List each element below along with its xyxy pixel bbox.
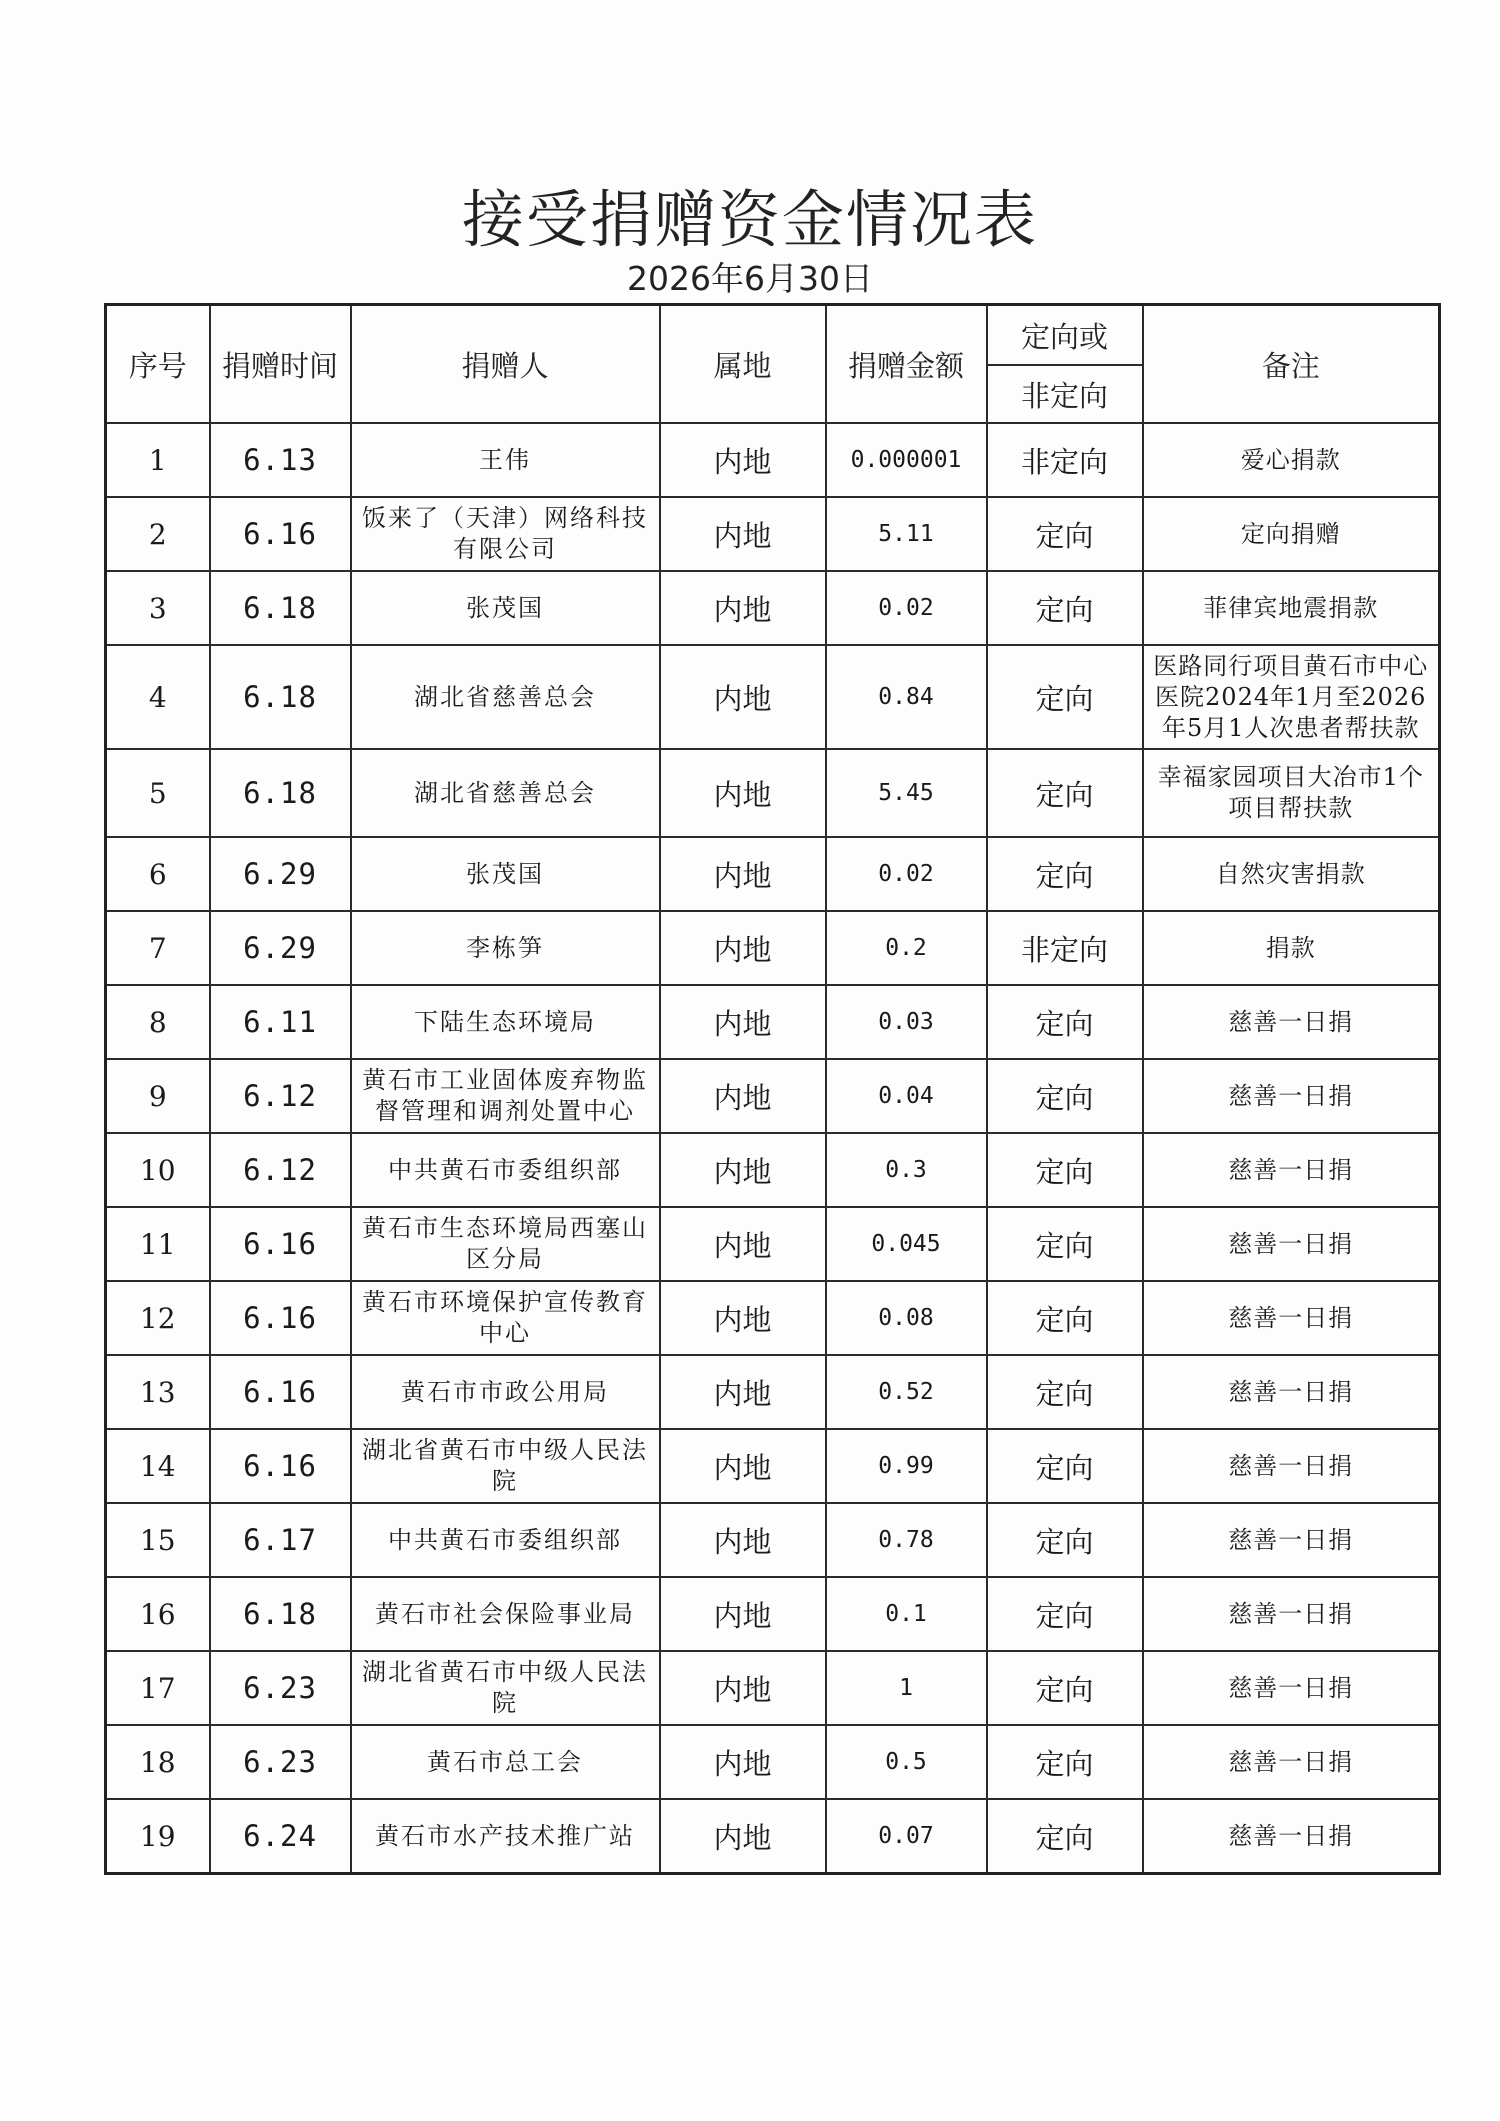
row-donor: 湖北省慈善总会 [351,749,660,837]
row-donor: 黄石市社会保险事业局 [351,1577,660,1651]
row-donor: 黄石市环境保护宣传教育中心 [351,1281,660,1355]
row-note: 慈善一日捐 [1143,985,1440,1059]
row-note: 慈善一日捐 [1143,1799,1440,1874]
table-row [106,497,1440,571]
row-seq: 17 [106,1651,210,1725]
row-region: 内地 [660,985,826,1059]
donation-table [104,303,1441,1875]
row-date: 6.16 [210,497,351,571]
row-note: 定向捐赠 [1143,497,1440,571]
row-region: 内地 [660,749,826,837]
row-note: 慈善一日捐 [1143,1207,1440,1281]
header-amount: 捐赠金额 [826,305,987,424]
row-note: 慈善一日捐 [1143,1133,1440,1207]
row-region: 内地 [660,1207,826,1281]
row-amount: 0.08 [826,1281,987,1355]
row-amount: 0.5 [826,1725,987,1799]
row-date: 6.16 [210,1207,351,1281]
row-type: 定向 [987,749,1143,837]
row-seq: 8 [106,985,210,1059]
row-seq: 5 [106,749,210,837]
table-row [106,1651,1440,1725]
row-seq: 15 [106,1503,210,1577]
row-note: 慈善一日捐 [1143,1725,1440,1799]
header-type-top: 定向或 [987,305,1143,366]
row-type: 定向 [987,1133,1143,1207]
row-note: 捐款 [1143,911,1440,985]
row-amount: 0.03 [826,985,987,1059]
row-note: 慈善一日捐 [1143,1503,1440,1577]
row-type: 定向 [987,497,1143,571]
row-type: 定向 [987,571,1143,645]
table-row [106,1059,1440,1133]
row-seq: 3 [106,571,210,645]
row-note: 菲律宾地震捐款 [1143,571,1440,645]
row-amount: 0.07 [826,1799,987,1874]
row-amount: 0.3 [826,1133,987,1207]
row-date: 6.23 [210,1725,351,1799]
row-donor: 黄石市总工会 [351,1725,660,1799]
row-note: 爱心捐款 [1143,423,1440,497]
row-donor: 李栋笋 [351,911,660,985]
row-note: 幸福家园项目大冶市1个项目帮扶款 [1143,749,1440,837]
row-amount: 0.02 [826,571,987,645]
row-donor: 王伟 [351,423,660,497]
row-date: 6.11 [210,985,351,1059]
row-seq: 2 [106,497,210,571]
row-seq: 12 [106,1281,210,1355]
row-date: 6.16 [210,1355,351,1429]
row-type: 非定向 [987,423,1143,497]
row-note: 慈善一日捐 [1143,1429,1440,1503]
page-title: 接受捐赠资金情况表 [461,183,1038,256]
row-type: 定向 [987,1651,1143,1725]
row-region: 内地 [660,497,826,571]
row-region: 内地 [660,1429,826,1503]
row-amount: 0.78 [826,1503,987,1577]
header-region: 属地 [660,305,826,424]
header-date: 捐赠时间 [210,305,351,424]
row-seq: 11 [106,1207,210,1281]
row-donor: 中共黄石市委组织部 [351,1133,660,1207]
row-date: 6.16 [210,1281,351,1355]
row-donor: 下陆生态环境局 [351,985,660,1059]
row-region: 内地 [660,423,826,497]
row-region: 内地 [660,837,826,911]
row-seq: 4 [106,645,210,749]
row-donor: 黄石市生态环境局西塞山区分局 [351,1207,660,1281]
row-amount: 0.000001 [826,423,987,497]
row-donor: 张茂国 [351,837,660,911]
row-type: 定向 [987,1281,1143,1355]
row-date: 6.12 [210,1133,351,1207]
row-amount: 0.04 [826,1059,987,1133]
table-row [106,1207,1440,1281]
row-type: 定向 [987,1429,1143,1503]
row-seq: 18 [106,1725,210,1799]
row-region: 内地 [660,571,826,645]
row-region: 内地 [660,1281,826,1355]
row-note: 慈善一日捐 [1143,1577,1440,1651]
table-row [106,749,1440,837]
row-seq: 7 [106,911,210,985]
row-region: 内地 [660,1503,826,1577]
table-row [106,1133,1440,1207]
row-note: 慈善一日捐 [1143,1355,1440,1429]
row-amount: 1 [826,1651,987,1725]
header-donor: 捐赠人 [351,305,660,424]
table-row [106,571,1440,645]
header-row [106,305,1440,366]
row-date: 6.13 [210,423,351,497]
row-seq: 14 [106,1429,210,1503]
row-type: 定向 [987,1577,1143,1651]
row-date: 6.12 [210,1059,351,1133]
row-amount: 0.045 [826,1207,987,1281]
row-note: 自然灾害捐款 [1143,837,1440,911]
row-date: 6.18 [210,1577,351,1651]
row-type: 定向 [987,1725,1143,1799]
row-date: 6.18 [210,749,351,837]
row-amount: 0.1 [826,1577,987,1651]
row-note: 慈善一日捐 [1143,1281,1440,1355]
row-donor: 中共黄石市委组织部 [351,1503,660,1577]
row-seq: 1 [106,423,210,497]
header-type-bottom: 非定向 [987,365,1143,423]
header-seq: 序号 [106,305,210,424]
row-type: 定向 [987,645,1143,749]
row-donor: 饭来了（天津）网络科技有限公司 [351,497,660,571]
row-region: 内地 [660,911,826,985]
row-date: 6.17 [210,1503,351,1577]
table-row [106,423,1440,497]
table-row [106,1355,1440,1429]
row-type: 定向 [987,1503,1143,1577]
table-row [106,985,1440,1059]
row-seq: 19 [106,1799,210,1874]
row-seq: 6 [106,837,210,911]
row-region: 内地 [660,1725,826,1799]
table-row [106,1799,1440,1874]
row-date: 6.23 [210,1651,351,1725]
row-amount: 5.45 [826,749,987,837]
row-type: 定向 [987,1207,1143,1281]
row-donor: 湖北省黄石市中级人民法院 [351,1651,660,1725]
row-seq: 16 [106,1577,210,1651]
row-seq: 9 [106,1059,210,1133]
row-donor: 黄石市市政公用局 [351,1355,660,1429]
table-row [106,1503,1440,1577]
row-donor: 湖北省黄石市中级人民法院 [351,1429,660,1503]
row-note: 慈善一日捐 [1143,1059,1440,1133]
row-donor: 黄石市水产技术推广站 [351,1799,660,1874]
row-date: 6.29 [210,911,351,985]
row-note: 慈善一日捐 [1143,1651,1440,1725]
table-row [106,837,1440,911]
table-row [106,1281,1440,1355]
row-date: 6.16 [210,1429,351,1503]
row-donor: 黄石市工业固体废弃物监督管理和调剂处置中心 [351,1059,660,1133]
row-type: 定向 [987,985,1143,1059]
header-note: 备注 [1143,305,1440,424]
row-type: 定向 [987,1355,1143,1429]
row-type: 定向 [987,1799,1143,1874]
row-region: 内地 [660,1799,826,1874]
row-region: 内地 [660,1133,826,1207]
table-body [106,423,1440,1874]
row-note: 医路同行项目黄石市中心医院2024年1月至2026年5月1人次患者帮扶款 [1143,645,1440,749]
row-amount: 0.2 [826,911,987,985]
table-row [106,1429,1440,1503]
row-donor: 张茂国 [351,571,660,645]
row-amount: 0.84 [826,645,987,749]
row-region: 内地 [660,1651,826,1725]
row-amount: 0.02 [826,837,987,911]
report-date: 2026年6月30日 [627,259,873,298]
row-amount: 0.99 [826,1429,987,1503]
table-row [106,1725,1440,1799]
row-type: 定向 [987,837,1143,911]
row-date: 6.29 [210,837,351,911]
row-region: 内地 [660,645,826,749]
row-type: 定向 [987,1059,1143,1133]
row-seq: 10 [106,1133,210,1207]
row-region: 内地 [660,1355,826,1429]
row-donor: 湖北省慈善总会 [351,645,660,749]
table-row [106,645,1440,749]
row-date: 6.18 [210,571,351,645]
row-region: 内地 [660,1059,826,1133]
row-date: 6.18 [210,645,351,749]
row-amount: 0.52 [826,1355,987,1429]
row-amount: 5.11 [826,497,987,571]
row-seq: 13 [106,1355,210,1429]
table-row [106,911,1440,985]
row-type: 非定向 [987,911,1143,985]
row-date: 6.24 [210,1799,351,1874]
row-region: 内地 [660,1577,826,1651]
table-row [106,1577,1440,1651]
